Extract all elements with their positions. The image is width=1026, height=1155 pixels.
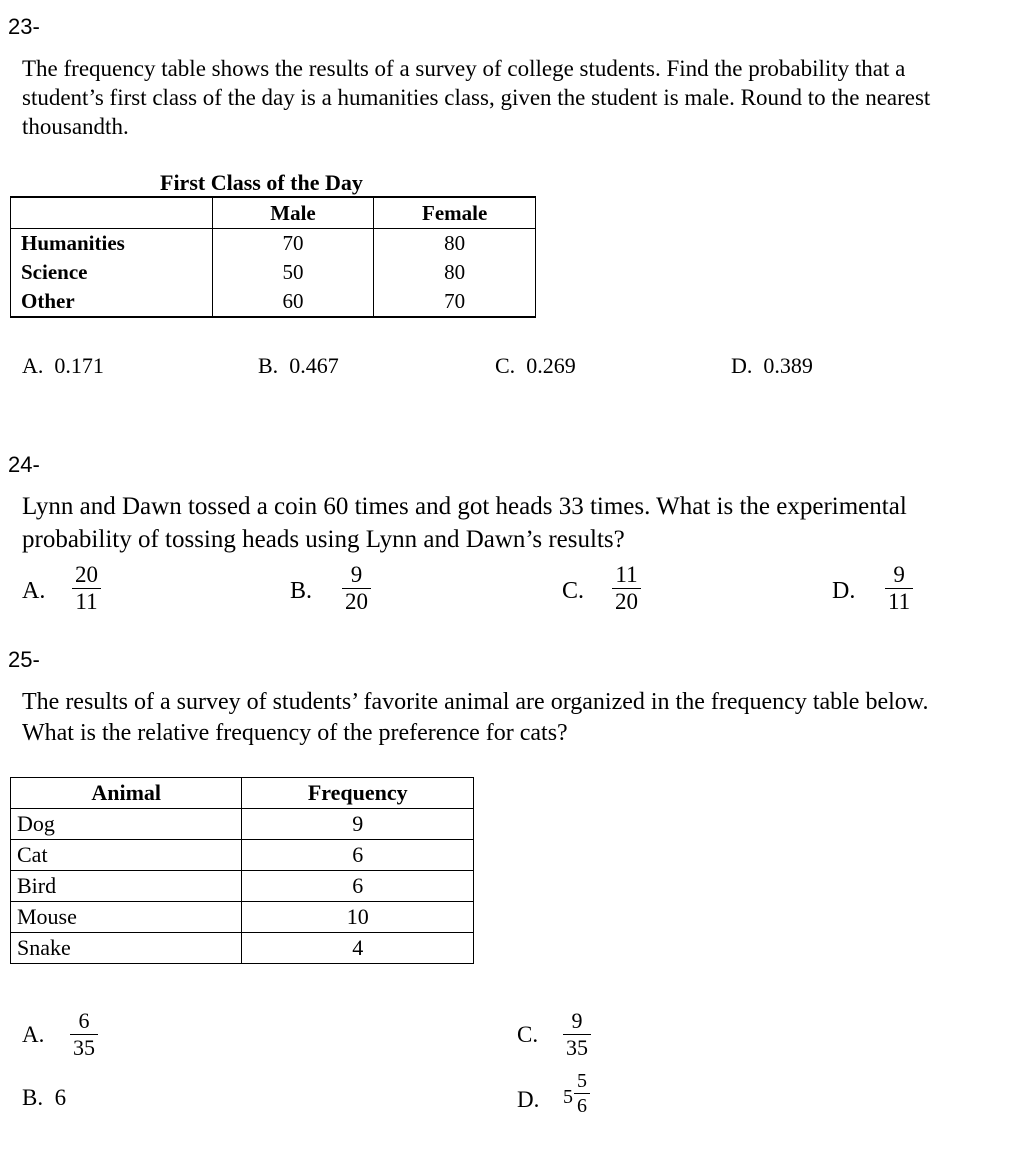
choice-a[interactable] [22, 353, 104, 379]
fraction [563, 1008, 591, 1061]
table-cell: 50 [212, 258, 374, 287]
header-cell: Male [212, 197, 374, 229]
question-24-number: 24- [8, 452, 40, 477]
question-24-stem [22, 490, 907, 556]
table-cell: 80 [374, 229, 536, 259]
frequency-cell: 6 [242, 840, 474, 871]
choice-label: D. [832, 578, 856, 604]
question-25-number: 25- [8, 647, 40, 672]
choice-label: C. [562, 578, 585, 604]
choice-d[interactable] [832, 578, 855, 605]
denominator: 35 [70, 1034, 98, 1061]
stem-line: thousandth. [22, 114, 129, 139]
table-row [11, 809, 474, 840]
fraction [342, 562, 371, 615]
table-header-row [11, 778, 474, 809]
choice-label: A. [22, 578, 46, 604]
choice-b[interactable] [258, 353, 339, 379]
choice-label: A. [22, 353, 44, 378]
animal-cell: Bird [11, 871, 242, 902]
numerator: 9 [571, 1008, 583, 1033]
table-row [11, 933, 474, 964]
choice-a[interactable] [22, 1022, 44, 1048]
numerator: 9 [350, 562, 363, 587]
row-label: Humanities [11, 229, 213, 259]
header-cell: Female [374, 197, 536, 229]
choice-value: 0.171 [54, 353, 104, 378]
fraction [574, 1069, 590, 1118]
numerator: 20 [75, 562, 98, 587]
animal-cell: Cat [11, 840, 242, 871]
choice-c[interactable] [517, 1022, 538, 1048]
choice-label: C. [517, 1022, 539, 1047]
question-23-stem [22, 54, 930, 141]
question-23-number: 23- [8, 14, 40, 39]
animal-frequency-table [10, 777, 474, 964]
header-cell: Animal [11, 778, 242, 809]
header-cell [11, 197, 213, 229]
question-25-stem [22, 687, 929, 749]
stem-line: The frequency table shows the results of a survey of college students. Find the probability that a [22, 56, 906, 81]
fraction [612, 562, 641, 615]
stem-line: What is the relative frequency of the preference for cats? [22, 720, 568, 746]
denominator: 35 [563, 1034, 591, 1061]
denominator: 11 [885, 588, 913, 615]
choice-value: 6 [54, 1085, 67, 1110]
row-label: Science [11, 258, 213, 287]
stem-line: The results of a survey of students’ favorite animal are organized in the frequency table below. [22, 689, 929, 715]
choice-label: D. [517, 1087, 540, 1112]
choice-b[interactable] [290, 578, 312, 605]
first-class-table [10, 196, 536, 318]
table-row [11, 229, 536, 259]
choice-c[interactable] [495, 353, 576, 379]
animal-cell: Dog [11, 809, 242, 840]
header-cell: Frequency [242, 778, 474, 809]
animal-cell: Mouse [11, 902, 242, 933]
frequency-cell: 4 [242, 933, 474, 964]
frequency-cell: 10 [242, 902, 474, 933]
table-row [11, 287, 536, 317]
denominator: 6 [574, 1093, 590, 1118]
table-title: First Class of the Day [160, 170, 363, 195]
table-row [11, 902, 474, 933]
choice-label: B. [258, 353, 279, 378]
stem-line: Lynn and Dawn tossed a coin 60 times and got heads 33 times. What is the experimental [22, 493, 907, 520]
table-cell: 80 [374, 258, 536, 287]
numerator: 6 [78, 1008, 90, 1033]
mixed-number-whole: 5 [563, 1086, 573, 1108]
numerator: 11 [615, 562, 638, 587]
choice-d[interactable] [731, 353, 813, 379]
choice-label: D. [731, 353, 753, 378]
table-row [11, 840, 474, 871]
choice-d[interactable] [517, 1087, 539, 1113]
choice-a[interactable] [22, 578, 45, 605]
animal-cell: Snake [11, 933, 242, 964]
choice-value: 0.389 [763, 353, 813, 378]
choice-label: C. [495, 353, 516, 378]
stem-line: student’s first class of the day is a humanities class, given the student is male. Round to the nearest [22, 85, 931, 110]
table-row [11, 258, 536, 287]
frequency-cell: 6 [242, 871, 474, 902]
fraction [72, 562, 101, 615]
choice-b[interactable] [22, 1085, 66, 1111]
denominator: 20 [342, 588, 371, 615]
table-cell: 60 [212, 287, 374, 317]
table-cell: 70 [212, 229, 374, 259]
table-row [11, 871, 474, 902]
choice-c[interactable] [562, 578, 584, 605]
numerator: 5 [577, 1070, 587, 1092]
fraction [70, 1008, 98, 1061]
choice-label: B. [290, 578, 313, 604]
table-header-row [11, 197, 536, 229]
row-label: Other [11, 287, 213, 317]
fraction [885, 562, 913, 615]
frequency-cell: 9 [242, 809, 474, 840]
choice-label: B. [22, 1085, 44, 1110]
choice-label: A. [22, 1022, 45, 1047]
denominator: 11 [72, 588, 100, 615]
denominator: 20 [612, 588, 641, 615]
choice-value: 0.467 [289, 353, 339, 378]
choice-value: 0.269 [526, 353, 576, 378]
numerator: 9 [893, 562, 905, 587]
table-cell: 70 [374, 287, 536, 317]
stem-line: probability of tossing heads using Lynn and Dawn’s results? [22, 526, 625, 553]
